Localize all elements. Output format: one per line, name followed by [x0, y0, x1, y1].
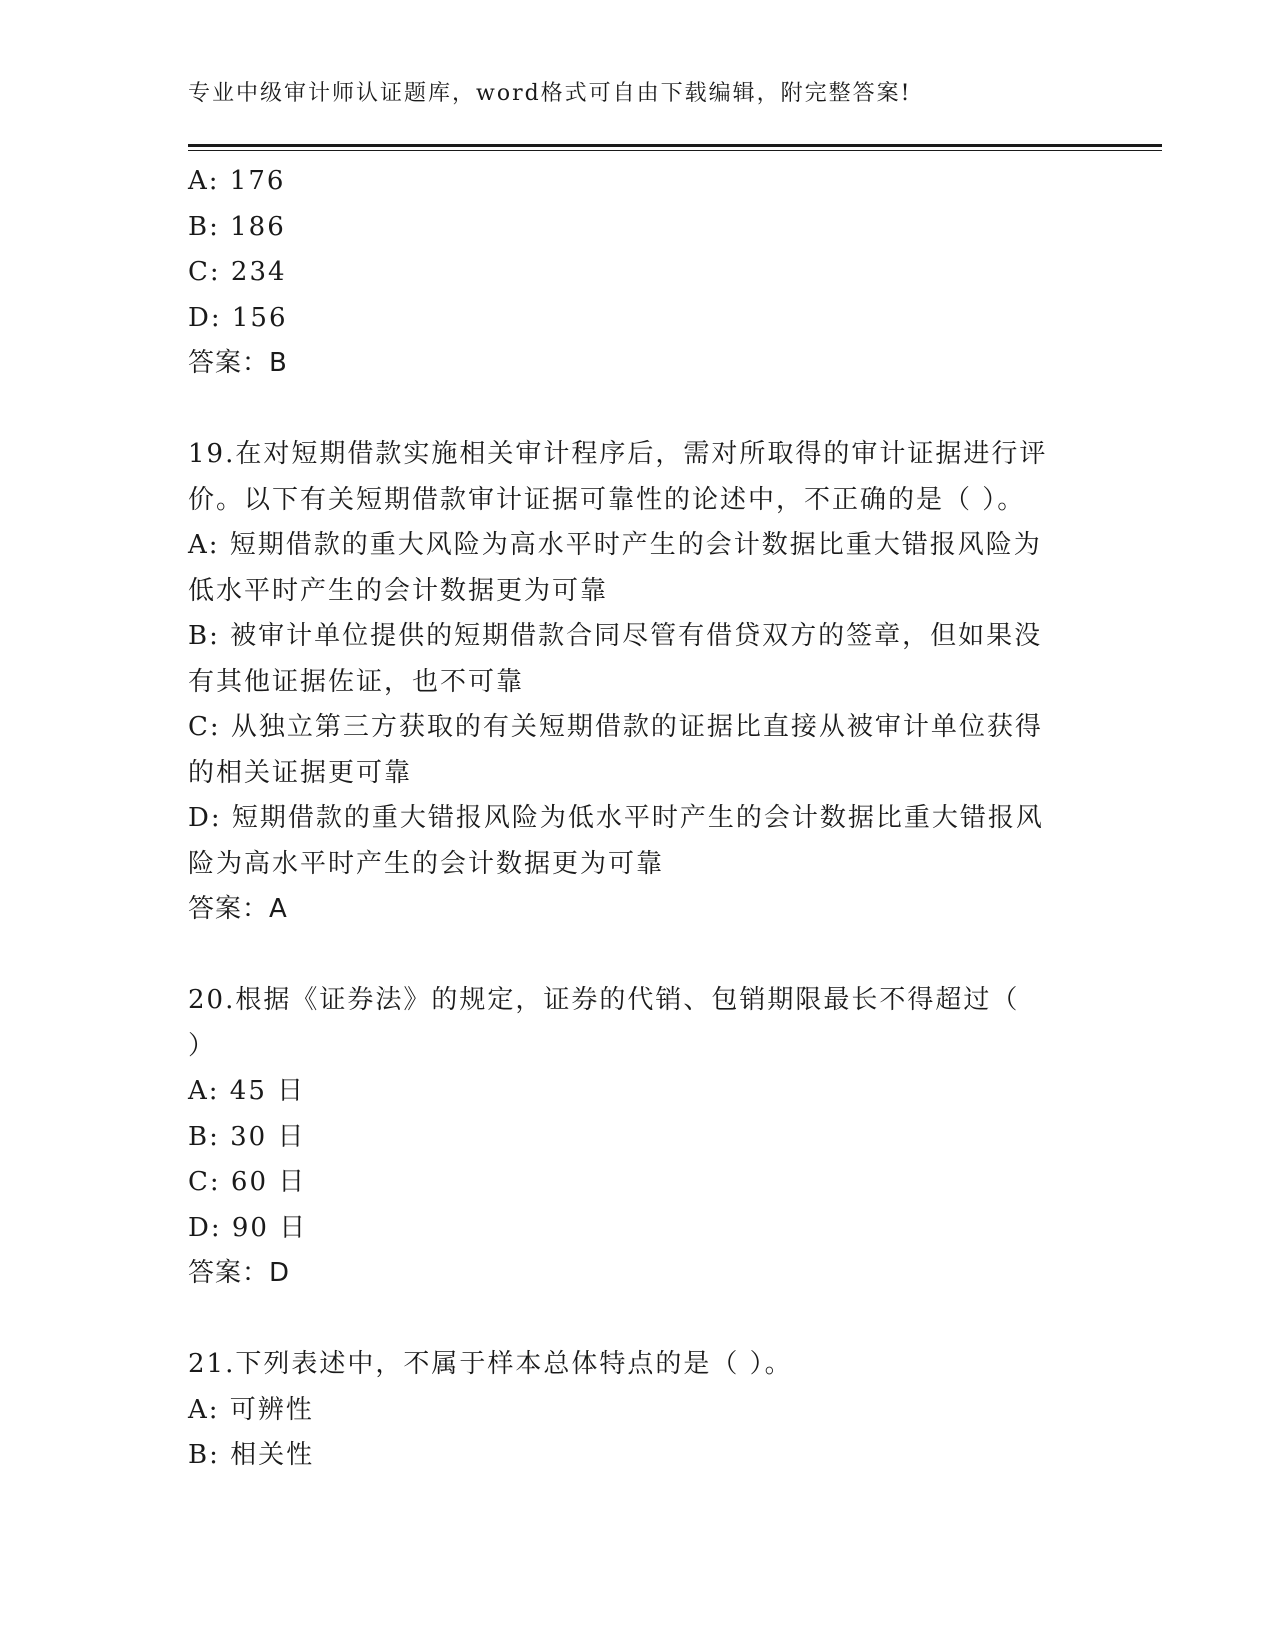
q19-option-c: C: 从独立第三方获取的有关短期借款的证据比直接从被审计单位获得	[188, 712, 1043, 742]
question-content	[188, 159, 1088, 1479]
q20-stem-line: ）	[188, 1030, 217, 1061]
q21-option-b: B: 相关性	[188, 1440, 315, 1470]
q18-option-a: A: 176	[188, 166, 286, 196]
q19-option-a-cont: 低水平时产生的会计数据更为可靠	[188, 575, 609, 606]
q18-option-b: B: 186	[188, 211, 286, 242]
q19-option-c-cont: 的相关证据更可靠	[188, 757, 413, 788]
q18-option-c: C: 234	[188, 257, 287, 287]
header-rule-thick	[188, 144, 1162, 147]
q20-option-c: C: 60 日	[188, 1167, 307, 1197]
q18-answer: 答案：B	[188, 348, 288, 378]
header-rule-thin	[188, 150, 1162, 151]
q20-option-b: B: 30 日	[188, 1121, 306, 1152]
q19-option-d-cont: 险为高水平时产生的会计数据更为可靠	[188, 848, 665, 879]
q19-stem-line: 价。以下有关短期借款审计证据可靠性的论述中，不正确的是（ ）。	[188, 484, 1026, 515]
q19-option-b-cont: 有其他证据佐证，也不可靠	[188, 666, 525, 697]
q20-stem-line: 20.根据《证券法》的规定，证券的代销、包销期限最长不得超过（	[188, 985, 1020, 1015]
q19-answer: 答案：A	[188, 894, 288, 924]
q21-stem-line: 21.下列表述中，不属于样本总体特点的是（ ）。	[188, 1349, 793, 1379]
q18-option-d: D: 156	[188, 302, 288, 333]
q21-option-a: A: 可辨性	[188, 1394, 314, 1425]
q19-stem-line: 19.在对短期借款实施相关审计程序后，需对所取得的审计证据进行评	[188, 439, 1048, 469]
q20-option-a: A: 45 日	[188, 1076, 306, 1106]
spacer	[188, 1297, 1088, 1343]
q19-option-a: A: 短期借款的重大风险为高水平时产生的会计数据比重大错报风险为	[188, 530, 1042, 560]
spacer	[188, 387, 1088, 433]
q19-option-d: D: 短期借款的重大错报风险为低水平时产生的会计数据比重大错报风	[188, 803, 1044, 833]
spacer	[188, 933, 1088, 979]
page-header: 专业中级审计师认证题库，word格式可自由下载编辑，附完整答案!	[188, 81, 912, 106]
q20-option-d: D: 90 日	[188, 1212, 308, 1243]
q19-option-b: B: 被审计单位提供的短期借款合同尽管有借贷双方的签章，但如果没	[188, 621, 1043, 651]
q20-answer: 答案：D	[188, 1258, 291, 1288]
